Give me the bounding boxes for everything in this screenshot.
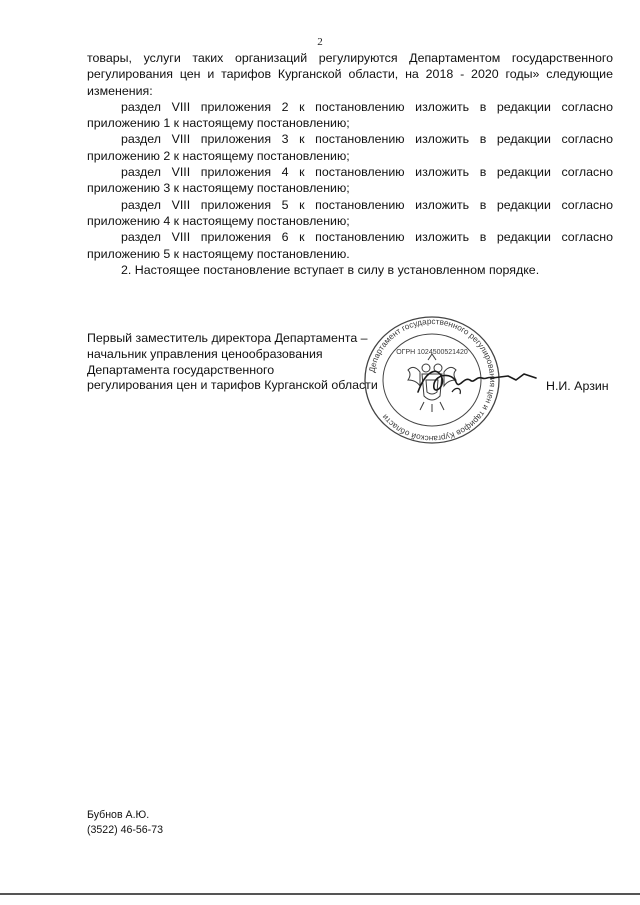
signatory-position-line: Департамента государственного [87, 362, 275, 377]
page-bottom-edge [0, 893, 640, 895]
executor-info [87, 808, 163, 838]
body-paragraph: раздел VIII приложения 3 к постановлению изложить в редакции согласно приложению 2 к настоящему постановлению; [87, 132, 613, 163]
body-paragraph: 2. Настоящее постановление вступает в силу в установленном порядке. [121, 262, 540, 277]
stamp-outer-text: Департамент государственного регулирования цен и тарифов Курганской области [367, 316, 498, 444]
body-paragraph: товары, услуги таких организаций регулируются Департаментом государственного регулирования цен и тарифов Курганской области, на 2018 - 2020 годы» следующие изменения: [87, 51, 613, 98]
signatory-position-line: Первый заместитель директора Департамента – [87, 331, 368, 345]
signatory-name: Н.И. Арзин [546, 379, 609, 393]
signatory-position-line: начальник управления ценообразования [87, 346, 323, 361]
signatory-position-line: регулирования цен и тарифов Курганской области [87, 378, 378, 393]
executor-name: Бубнов А.Ю. [87, 809, 150, 821]
body-paragraph: раздел VIII приложения 2 к постановлению изложить в редакции согласно приложению 1 к настоящему постановлению; [87, 99, 613, 131]
document-body [87, 50, 613, 278]
signatory-position [87, 331, 387, 394]
body-paragraph: раздел VIII приложения 4 к постановлению изложить в редакции согласно приложению 3 к настоящему постановлению; [87, 165, 613, 196]
stamp-inner-text: ОГРН 1024500521420 [396, 349, 468, 356]
body-paragraph: раздел VIII приложения 6 к постановлению изложить в редакции согласно приложению 5 к настоящему постановлению. [87, 230, 613, 261]
body-paragraph: раздел VIII приложения 5 к постановлению изложить в редакции согласно приложению 4 к настоящему постановлению; [87, 197, 613, 228]
executor-phone: (3522) 46-56-73 [87, 824, 163, 836]
handwritten-signature [412, 362, 542, 402]
page-number: 2 [317, 36, 323, 48]
